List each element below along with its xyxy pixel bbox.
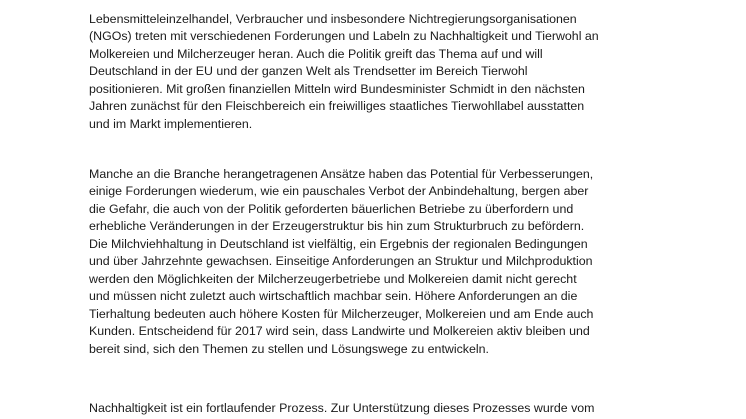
text-line: erhebliche Veränderungen in der Erzeugerstruktur bis hin zum Strukturbruch zu befördern. [89, 219, 585, 234]
text-line: Tierhaltung bedeuten auch höhere Kosten für Milcherzeuger, Molkereien und am Ende auch [89, 306, 594, 321]
text-line: positionieren. Mit großen finanziellen Mitteln wird Bundesminister Schmidt in den nächsten [89, 81, 585, 96]
text-line: Jahren zunächst für den Fleischbereich ein freiwilliges staatliches Tierwohllabel ausstatten [89, 99, 585, 114]
text-line: bereit sind, sich den Themen zu stellen und Lösungswege zu entwickeln. [89, 341, 489, 356]
paragraph-labels-and-politics [89, 11, 709, 133]
text-line: Kunden. Entscheidend für 2017 wird sein, dass Landwirte und Molkereien aktiv bleiben und [89, 324, 590, 339]
text-line: und über Jahrzehnte gewachsen. Einseitige Anforderungen an Struktur und Milchproduktion [89, 254, 593, 269]
text-line: werden den Möglichkeiten der Milcherzeugerbetriebe und Molkereien damit nicht gerecht [89, 271, 577, 286]
text-line: Die Milchviehhaltung in Deutschland ist vielfältig, ein Ergebnis der regionalen Bedingungen [89, 236, 588, 251]
text-line: (NGOs) treten mit verschiedenen Forderungen und Labeln zu Nachhaltigkeit und Tierwohl an [89, 29, 599, 44]
text-line: die Gefahr, die auch von der Politik geforderten bäuerlichen Betriebe zu überfordern und [89, 201, 574, 216]
paragraph-sustainability-process [89, 400, 709, 417]
text-line: Manche an die Branche herangetragenen Ansätze haben das Potential für Verbesserungen, [89, 167, 594, 181]
text-line: einige Forderungen wiederum, wie ein pauschales Verbot der Anbindehaltung, bergen aber [89, 184, 589, 199]
text-line: und müssen nicht zuletzt auch wirtschaftlich machbar sein. Höhere Anforderungen an die [89, 289, 578, 304]
paragraph-industry-approaches [89, 166, 709, 358]
text-line: Molkereien und Milcherzeuger heran. Auch die Politik greift das Thema auf und will [89, 46, 543, 61]
text-line: Lebensmitteleinzelhandel, Verbraucher und insbesondere Nichtregierungsorganisationen [89, 12, 577, 26]
text-line: und im Markt implementieren. [89, 116, 253, 131]
text-line: Nachhaltigkeit ist ein fortlaufender Prozess. Zur Unterstützung dieses Prozesses wurde vom [89, 401, 595, 415]
text-line: Deutschland in der EU und der ganzen Welt als Trendsetter im Bereich Tierwohl [89, 64, 528, 79]
